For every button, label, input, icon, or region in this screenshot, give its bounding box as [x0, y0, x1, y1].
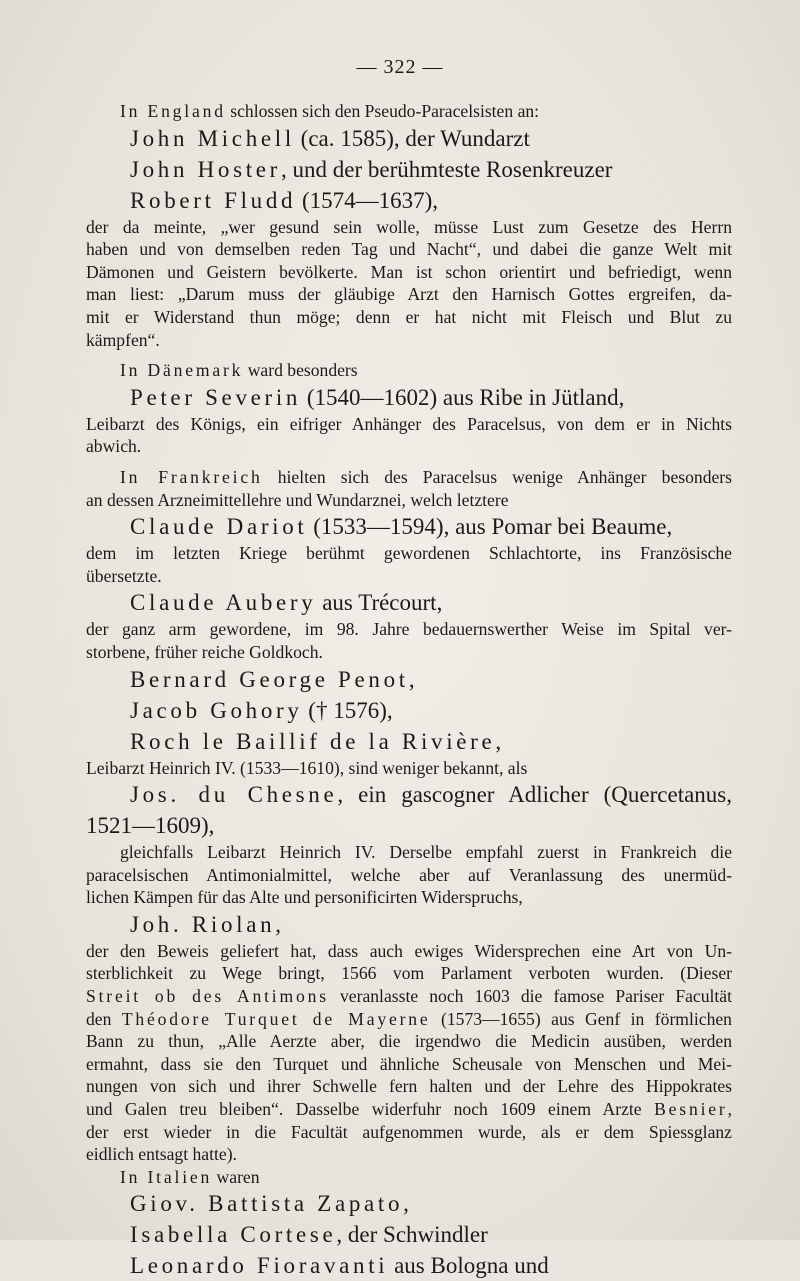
text-line: [86, 1121, 732, 1144]
text-line: [86, 618, 732, 641]
spaced-name: Claude Dariot: [130, 514, 308, 540]
text-run: (1533—1594), aus Pomar bei Beaume,: [307, 514, 673, 540]
text-line: [86, 489, 732, 512]
text-line: [86, 841, 732, 864]
text-line: [86, 985, 732, 1008]
spaced-name: Giov. Battista Zapato: [130, 1191, 404, 1217]
name-heading-line: [86, 382, 732, 413]
text-run: sterblichkeit zu Wege bringt, 1566 vom Parlament verboten wurden. (Dieser: [86, 963, 732, 984]
text-line: [86, 864, 732, 887]
page-number: — 322 —: [356, 56, 444, 78]
name-heading-line: [86, 1188, 732, 1219]
text-line: [86, 1075, 732, 1098]
text-run: dem im letzten Kriege berühmt gewordenen Schlachtorte, ins Französische: [86, 543, 732, 564]
spaced-name: Théodore Turquet de Mayerne: [121, 1008, 431, 1029]
text-run: , und der berühmteste Rosenkreuzer: [281, 156, 613, 182]
spaced-name: Robert Fludd: [130, 187, 297, 213]
spaced-name: John Michell: [130, 125, 295, 151]
spaced-name: Isabella Cortese: [130, 1222, 337, 1248]
text-run: mit er Widerstand thun möge; denn er hat nicht mit Fleisch und Blut zu: [86, 306, 732, 327]
text-line: [86, 1098, 732, 1121]
text-run: aus Trécourt,: [316, 590, 443, 616]
text-line: [86, 940, 732, 963]
text-run: der erst wieder in die Facultät aufgenommen wurde, als er dem Spiessglanz: [86, 1121, 732, 1142]
spaced-name: Jacob Gohory: [130, 697, 303, 723]
text-line: [86, 359, 732, 382]
text-line: [86, 1053, 732, 1076]
name-heading-line: [86, 587, 732, 618]
text-line: [86, 542, 732, 565]
text-line: [86, 962, 732, 985]
text-run: den: [86, 1008, 122, 1029]
text-run: ,: [495, 728, 502, 754]
text-run: (1573—1655) aus Genf in förmlichen: [430, 1008, 732, 1029]
text-line: [86, 413, 732, 436]
text-run: (1540—1602) aus Ribe in Jütland,: [301, 384, 625, 410]
text-run: hielten sich des Paracelsus wenige Anhänger besonders: [262, 466, 733, 487]
spaced-name: In Italien: [120, 1166, 213, 1187]
spaced-name: Bernard George Penot: [130, 666, 409, 692]
name-heading-line: [86, 154, 732, 185]
text-line: [86, 466, 732, 489]
text-run: haben und von demselben reden Tag und Nacht“, und dabei die ganze Welt mit: [86, 239, 732, 260]
name-heading-line: [86, 1219, 732, 1250]
name-heading-line: [86, 1250, 732, 1281]
text-run: ,: [727, 1099, 732, 1120]
name-heading-line: [86, 695, 732, 726]
text-line: [86, 216, 732, 239]
text-line: [86, 329, 732, 352]
text-run: ,: [408, 666, 415, 692]
text-run: (ca. 1585), der Wundarzt: [294, 125, 530, 151]
text-run: der da meinte, „wer gesund sein wolle, müsse Lust zum Gesetze des Herrn: [86, 216, 732, 237]
text-run: storbene, früher reiche Goldkoch.: [86, 641, 323, 662]
text-run: (1574—1637),: [296, 187, 439, 213]
spaced-name: Joh. Riolan: [130, 911, 276, 937]
spaced-name: Claude Aubery: [130, 590, 317, 616]
text-run: gleichfalls Leibarzt Heinrich IV. Derselbe empfahl zuerst in Frankreich die: [120, 842, 732, 863]
page-body-text: [86, 100, 732, 1281]
name-heading-line: [86, 664, 732, 695]
spaced-name: In Frankreich: [120, 466, 263, 487]
text-line: [86, 100, 732, 123]
text-run: veranlasste noch 1603 die famose Pariser Facultät: [328, 986, 732, 1007]
name-heading-line: [86, 726, 732, 757]
text-run: ,: [403, 1191, 409, 1217]
name-heading-line: [86, 123, 732, 154]
spaced-name: Besnier: [654, 1099, 728, 1120]
spaced-name: John Hoster: [130, 156, 281, 182]
text-run: an dessen Arzneimittellehre und Wundarznei, welch letztere: [86, 489, 509, 510]
text-line: [86, 641, 732, 664]
paragraph-gap: [86, 458, 732, 466]
text-run: († 1576),: [302, 697, 393, 723]
text-run: Bann zu thun, „Alle Aerzte aber, die irgendwo die Medicin ausüben, werden: [86, 1031, 732, 1052]
text-run: paracelsischen Antimonialmittel, welche aber auf Veranlassung des unermüd-: [86, 864, 732, 885]
name-heading-line: [86, 779, 732, 810]
text-run: Leibarzt des Königs, ein eifriger Anhänger des Paracelsus, von dem er in Nichts: [86, 413, 732, 434]
text-line: [86, 1166, 732, 1189]
text-run: ward besonders: [243, 360, 358, 381]
name-heading-line: [86, 909, 732, 940]
text-line: [86, 1143, 732, 1166]
spaced-name: Streit ob des Antimons: [86, 986, 329, 1007]
text-line: [86, 757, 732, 780]
text-run: kämpfen“.: [86, 329, 160, 350]
text-run: Leibarzt Heinrich IV. (1533—1610), sind weniger bekannt, als: [86, 757, 528, 778]
text-run: 1521—1609),: [86, 813, 215, 839]
text-line: [86, 1030, 732, 1053]
text-run: der ganz arm gewordene, im 98. Jahre bedauernswerther Weise im Spital ver-: [86, 619, 732, 640]
text-line: [86, 238, 732, 261]
spaced-name: In England: [120, 101, 226, 121]
spaced-name: In Dänemark: [120, 360, 244, 381]
text-line: [86, 261, 732, 284]
text-line: [86, 283, 732, 306]
spaced-name: Jos. du Chesne: [130, 782, 338, 808]
text-line: [86, 886, 732, 909]
text-line: [86, 306, 732, 329]
name-heading-line: [86, 511, 732, 542]
text-run: schlossen sich den Pseudo-Paracelsisten an:: [225, 101, 540, 121]
text-run: man liest: „Darum muss der gläubige Arzt den Harnisch Gottes ergreifen, da-: [86, 284, 732, 305]
spaced-name: Leonardo Fioravanti: [130, 1253, 389, 1279]
text-run: übersetzte.: [86, 565, 162, 586]
text-run: aus Bologna und: [388, 1253, 549, 1279]
text-run: ,: [275, 911, 282, 937]
text-line: [86, 435, 732, 458]
paragraph-gap: [86, 351, 732, 359]
text-run: und Galen treu bleiben“. Dasselbe widerfuhr noch 1609 einem Arzte: [86, 1099, 655, 1120]
text-run: abwich.: [86, 436, 142, 457]
text-run: lichen Kämpen für das Alte und personificirten Widerspruchs,: [86, 887, 523, 908]
text-run: , ein gascogner Adlicher (Quercetanus,: [337, 782, 732, 808]
text-run: Dämonen und Geistern bevölkerte. Man ist schon orientirt und befriedigt, wenn: [86, 261, 732, 282]
name-heading-line: [86, 185, 732, 216]
text-run: , der Schwindler: [336, 1222, 488, 1248]
text-run: nungen von sich und ihrer Schwelle fern halten und der Lehre des Hippokrates: [86, 1076, 732, 1097]
text-run: der den Beweis geliefert hat, dass auch ewiges Widersprechen eine Art von Un-: [86, 940, 732, 961]
text-line: [86, 565, 732, 588]
spaced-name: Roch le Baillif de la Rivière: [130, 728, 496, 754]
name-heading-line: [86, 810, 732, 841]
text-run: waren: [212, 1166, 260, 1187]
spaced-name: Peter Severin: [130, 384, 302, 410]
text-line: [86, 1008, 732, 1031]
text-run: ermahnt, dass sie den Turquet und ähnliche Scheusale von Menschen und Mei-: [86, 1053, 732, 1074]
text-run: eidlich entsagt hatte).: [86, 1144, 237, 1165]
